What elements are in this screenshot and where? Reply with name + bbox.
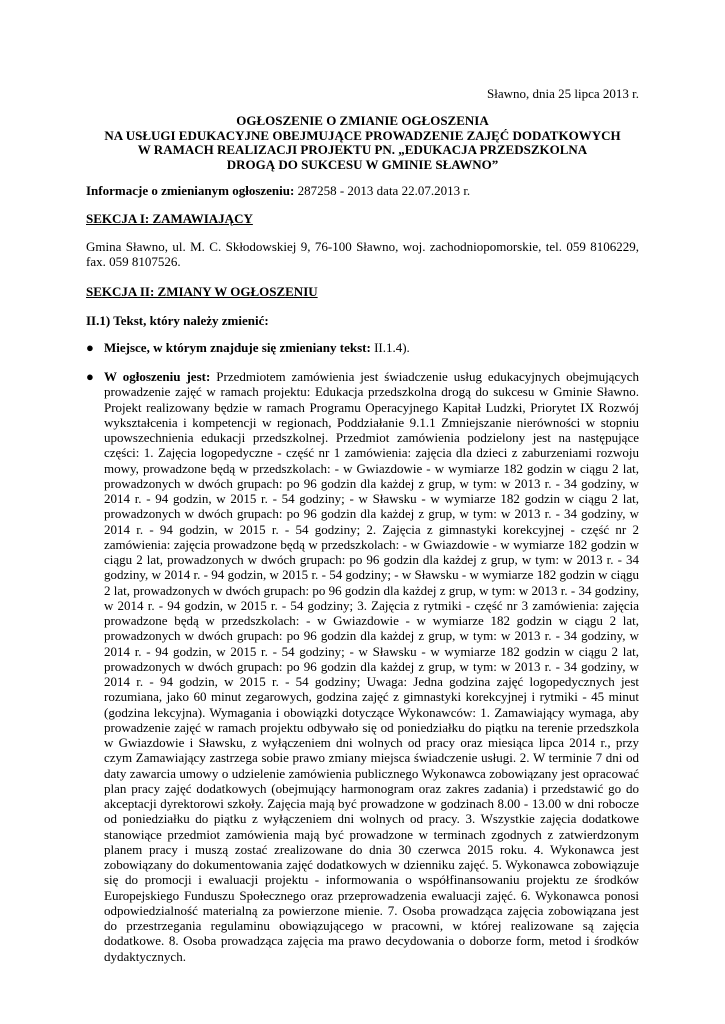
notice-info-value: 287258 - 2013 data 22.07.2013 r. — [294, 183, 471, 198]
location-label: Miejsce, w którym znajduje się zmieniany tekst: — [104, 340, 371, 355]
bullet-icon: ● — [86, 369, 94, 384]
subsection-heading: II.1) Tekst, który należy zmienić: — [86, 313, 269, 328]
section-1-heading: SEKCJA I: ZAMAWIAJĄCY — [86, 211, 253, 226]
title-line-2: NA USŁUGI EDUKACYJNE OBEJMUJĄCE PROWADZENIE ZAJĘĆ DODATKOWYCH — [104, 127, 621, 143]
title-line-4: DROGĄ DO SUKCESU W GMINIE SŁAWNO” — [226, 156, 499, 172]
notice-info — [86, 183, 470, 199]
current-text-value: Przedmiotem zamówienia jest świadczenie usług edukacyjnych obejmujących prowadzenie zajęć w ramach projektu: Edukacja przedszkolna drogą do sukcesu w Gminie Sławno. Projekt realizowany będzie w ramach Programu Operacyjnego Kapitał Ludzki, Priorytet IX Rozwój wykształcenia i kompetencji w regionach, Poddziałanie 9.1.1 Zmniejszanie nierówności w stopniu upowszechnienia edukacji przedszkolnej. Przedmiot zamówienia podzielony jest na następujące części: 1. Zajęcia logopedyczne - część nr 1 zamówienia: zajęcia dla dzieci z zaburzeniami rozwoju mowy, prowadzone będą w przedszkolach: - w Gwiazdowie - w wymiarze 182 godzin w ciągu 2 lat, prowadzonych w dwóch grupach: po 96 godzin dla każdej z grup, w tym: w 2013 r. - 34 godziny, w 2014 r. - 94 godzin, w 2015 r. - 54 godziny; - w Sławsku - w wymiarze 182 godzin w ciągu 2 lat, prowadzonych w dwóch grupach: po 96 godzin dla każdej z grup, w tym: w 2013 r. - 34 godziny, w 2014 r. - 94 godzin, w 2015 r. - 54 godziny; 2. Zajęcia z gimnastyki korekcyjnej - część nr 2 zamówienia: zajęcia prowadzone będą w przedszkolach: - w Gwiazdowie - w wymiarze 182 godzin w ciągu 2 lat, prowadzonych w dwóch grupach: po 96 godzin dla każdej z grup, w tym: w 2013 r. - 34 godziny, w 2014 r. - 94 godzin, w 2015 r. - 54 godziny; - w Sławsku - w wymiarze 182 godzin w ciągu 2 lat, prowadzonych w dwóch grupach: po 96 godzin dla każdej z grup, w tym: w 2013 r. - 34 godziny, w 2014 r. - 94 godzin, w 2015 r. - 54 godziny; 3. Zajęcia z rytmiki - część nr 3 zamówienia: zajęcia prowadzone będą w przedszkolach: - w Gwiazdowie - w wymiarze 182 godzin w ciągu 2 lat, prowadzonych w dwóch grupach: po 96 godzin dla każdej z grup, w tym: w 2013 r. - 34 godziny, w 2014 r. - 94 godzin, w 2015 r. - 54 godziny; - w Sławsku - w wymiarze 182 godzin w ciągu 2 lat, prowadzonych w dwóch grupach: po 96 godzin dla każdej z grup, w tym: w 2013 r. - 34 godziny, w 2014 r. - 94 godzin, w 2015 r. - 54 godziny; Uwaga: Jedna godzina zajęć logopedycznych jest rozumiana, jako 60 minut zegarowych, godzina zajęć z gimnastyki korekcyjnej i rytmiki - 45 minut (godzina lekcyjna). Wymagania i obowiązki dotyczące Wykonawców: 1. Zamawiający wymaga, aby prowadzenie zajęć w ramach projektu odbywało się od poniedziałku do piątku na terenie przedszkola w Gwiazdowie i Sławsku, z wyłączeniem dni wolnych od pracy oraz miesiąca lipca 2014 r., przy czym Zamawiający zastrzega sobie prawo zmiany miejsca świadczenie usługi. 2. W terminie 7 dni od daty zawarcia umowy o udzielenie zamówienia publicznego Wykonawca zobowiązany jest opracować plan pracy zajęć dodatkowych (obejmujący harmonogram oraz zakres zadania) i przedstawić go do akceptacji dyrektorowi szkoły. Zajęcia mają być prowadzone w godzinach 8.00 - 13.00 w dni robocze od poniedziałku do piątku z wyłączeniem dni wolnych od pracy. 3. Wszystkie zajęcia dodatkowe stanowiące przedmiot zamówienia mają być prowadzone w terminach zgodnych z zatwierdzonym planem pracy i muszą zostać zrealizowane do dnia 30 czerwca 2015 roku. 4. Wykonawca jest zobowiązany do dokumentowania zajęć dodatkowych w dzienniku zajęć. 5. Wykonawca zobowiązuje się do promocji i ewaluacji projektu - informowania o współfinansowaniu projektu ze środków Europejskiego Funduszu Społecznego oraz przeprowadzenia ewaluacji zajęć. 6. Wykonawca ponosi odpowiedzialność materialną za powierzone mienie. 7. Osoba prowadząca zajęcia zobowiązana jest do przestrzegania regulaminu obowiązującego w pracowni, w której realizowane są zajęcia dodatkowe. 8. Osoba prowadząca zajęcia ma prawo decydowania o doborze form, metod i środków dydaktycznych. — [104, 369, 639, 964]
title-line-1: OGŁOSZENIE O ZMIANIE OGŁOSZENIA — [236, 113, 489, 128]
current-text-label: W ogłoszeniu jest: — [104, 369, 211, 384]
document-title — [86, 114, 639, 172]
contracting-authority-address: Gmina Sławno, ul. M. C. Skłodowskiej 9, 76-100 Sławno, woj. zachodniopomorskie, tel. 059 8106229, fax. 059 8107526. — [86, 239, 639, 269]
section-2-heading: SEKCJA II: ZMIANY W OGŁOSZENIU — [86, 284, 318, 299]
notice-info-label: Informacje o zmienianym ogłoszeniu: — [86, 183, 295, 198]
place-date: Sławno, dnia 25 lipca 2013 r. — [486, 86, 639, 101]
location-value: II.1.4). — [370, 340, 410, 355]
title-line-3: W RAMACH REALIZACJI PROJEKTU PN. „EDUKACJA PRZEDSZKOLNA — [137, 142, 588, 157]
bullet-icon: ● — [86, 340, 94, 355]
